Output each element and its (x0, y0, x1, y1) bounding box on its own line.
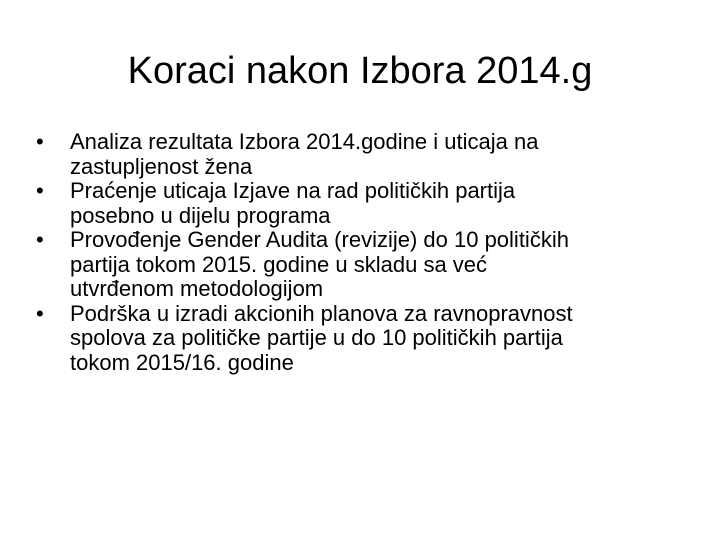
bullet-line: tokom 2015/16. godine (70, 349, 294, 375)
bullet-icon: • (36, 300, 44, 326)
bullet-icon: • (36, 227, 44, 252)
bullet-item (36, 179, 684, 228)
bullet-line: spolova za političke partije u do 10 političkih partija (70, 325, 563, 350)
bullet-line: zastupljenost žena (70, 153, 253, 179)
slide-title: Koraci nakon Izbora 2014.g (127, 50, 593, 92)
bullet-icon: • (36, 129, 44, 154)
bullet-list (36, 130, 684, 375)
bullet-line: posebno u dijelu programa (70, 202, 331, 228)
bullet-item (36, 302, 684, 376)
bullet-line: Praćenje uticaja Izjave na rad političkih partija (70, 178, 516, 203)
bullet-item (36, 228, 684, 302)
bullet-line: partija tokom 2015. godine u skladu sa već (70, 251, 488, 277)
bullet-item (36, 130, 684, 179)
bullet-icon: • (36, 178, 44, 203)
bullet-line: Podrška u izradi akcionih planova za ravnopravnost (70, 300, 573, 326)
bullet-line: utvrđenom metodologijom (70, 276, 324, 301)
bullet-line: Provođenje Gender Audita (revizije) do 10 političkih (70, 227, 569, 252)
bullet-line: Analiza rezultata Izbora 2014.godine i uticaja na (70, 129, 539, 154)
